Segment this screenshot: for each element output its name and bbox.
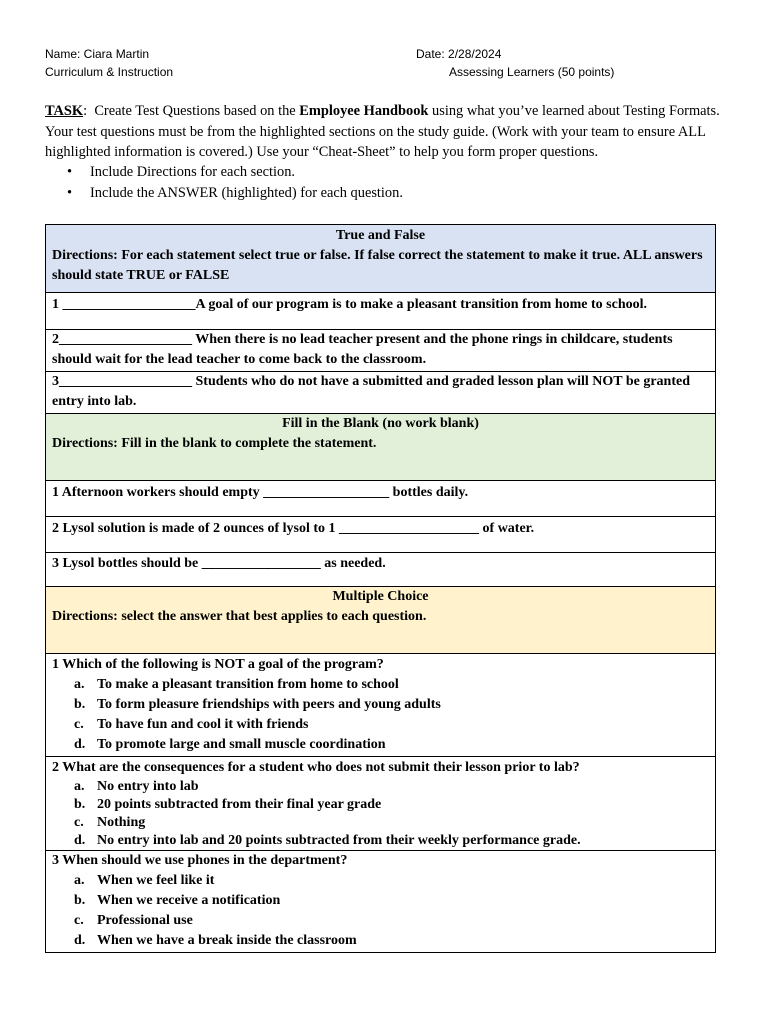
table-row xyxy=(46,553,716,587)
choice-item xyxy=(52,695,709,715)
table-row xyxy=(46,293,716,330)
section-directions: Directions: Fill in the blank to complete the statement. xyxy=(52,436,377,451)
choice-letter: c. xyxy=(74,913,84,928)
choice-text: To make a pleasant transition from home to school xyxy=(97,677,399,692)
question-cell xyxy=(46,654,716,757)
choice-letter: b. xyxy=(74,697,86,712)
choice-item xyxy=(52,911,709,931)
choice-text: When we feel like it xyxy=(97,873,215,888)
table-row xyxy=(46,481,716,517)
choice-text: To form pleasure friendships with peers and young adults xyxy=(97,697,441,712)
table-row xyxy=(46,654,716,757)
choice-text: To have fun and cool it with friends xyxy=(97,717,309,732)
choice-letter: b. xyxy=(74,893,86,908)
choice-letter: c. xyxy=(74,815,84,830)
date: Date: 2/28/2024 xyxy=(416,47,502,61)
table-row xyxy=(46,330,716,372)
task-handbook: Employee Handbook xyxy=(299,103,429,119)
table-row xyxy=(46,517,716,553)
question-cell: 3 Lysol bottles should be _________________ as needed. xyxy=(46,553,716,587)
course-name: Curriculum & Instruction xyxy=(45,65,174,79)
choice-list xyxy=(52,778,709,850)
section-directions: Directions: For each statement select true or false. If false correct the statement to make it true. ALL answers should state TRUE or FALSE xyxy=(52,248,703,283)
section-title: True and False xyxy=(335,228,426,243)
section-header-true-false xyxy=(46,225,716,293)
choice-letter: c. xyxy=(74,717,84,732)
task-label: TASK xyxy=(45,103,84,119)
table-row xyxy=(46,851,716,953)
choice-item xyxy=(52,931,709,951)
choice-item xyxy=(52,778,709,796)
choice-text: No entry into lab and 20 points subtracted from their weekly performance grade. xyxy=(97,833,581,848)
question-cell: 2 Lysol solution is made of 2 ounces of lysol to 1 ____________________ of water. xyxy=(46,517,716,553)
choice-letter: a. xyxy=(74,873,85,888)
section-title: Multiple Choice xyxy=(332,589,429,604)
section-header-fill-blank xyxy=(46,414,716,481)
test-table xyxy=(45,224,716,953)
assignment-title: Assessing Learners (50 points) xyxy=(449,65,615,79)
question-cell: 1 Afternoon workers should empty __________________ bottles daily. xyxy=(46,481,716,517)
task-instructions xyxy=(45,101,725,163)
table-row xyxy=(46,372,716,414)
choice-text: 20 points subtracted from their final year grade xyxy=(97,797,382,812)
choice-item xyxy=(52,891,709,911)
choice-letter: a. xyxy=(74,677,85,692)
choice-text: When we receive a notification xyxy=(97,893,281,908)
choice-item xyxy=(52,871,709,891)
question-cell xyxy=(46,851,716,953)
question-text: 2 What are the consequences for a student who does not submit their lesson prior to lab? xyxy=(52,760,580,775)
choice-text: Nothing xyxy=(97,815,146,830)
choice-item xyxy=(52,735,709,755)
choice-item xyxy=(52,796,709,814)
choice-text: To promote large and small muscle coordination xyxy=(97,737,386,752)
choice-letter: d. xyxy=(74,833,86,848)
student-name: Name: Ciara Martin xyxy=(45,47,150,61)
question-text: 1 Which of the following is NOT a goal of the program? xyxy=(52,657,384,672)
choice-letter: d. xyxy=(74,933,86,948)
task-bullets xyxy=(45,162,403,204)
choice-item xyxy=(52,675,709,695)
choice-text: No entry into lab xyxy=(97,779,199,794)
question-cell xyxy=(46,757,716,851)
choice-list xyxy=(52,871,709,951)
task-colon: : xyxy=(83,103,88,119)
question-cell: 2___________________ When there is no lead teacher present and the phone rings in childcare, students should wait for the lead teacher to come back to the classroom. xyxy=(46,330,716,372)
section-directions: Directions: select the answer that best applies to each question. xyxy=(52,609,427,624)
choice-item xyxy=(52,832,709,850)
choice-letter: d. xyxy=(74,737,86,752)
section-title: Fill in the Blank (no work blank) xyxy=(282,416,479,431)
question-text: 3 When should we use phones in the department? xyxy=(52,853,348,868)
question-cell: 3___________________ Students who do not have a submitted and graded lesson plan will NOT be granted entry into lab. xyxy=(46,372,716,414)
section-header-multiple-choice xyxy=(46,587,716,654)
choice-item xyxy=(52,715,709,735)
choice-letter: b. xyxy=(74,797,86,812)
choice-item xyxy=(52,814,709,832)
question-cell: 1 ___________________A goal of our program is to make a pleasant transition from home to school. xyxy=(46,293,716,330)
bullet-item: • Include Directions for each section. xyxy=(45,162,403,183)
choice-text: Professional use xyxy=(97,913,193,928)
table-row xyxy=(46,757,716,851)
task-text-1: Create Test Questions based on the xyxy=(87,103,300,119)
choice-text: When we have a break inside the classroom xyxy=(97,933,357,948)
choice-list xyxy=(52,675,709,755)
choice-letter: a. xyxy=(74,779,85,794)
task-text-2: using what you’ve learned about Testing Formats. Your test questions must be from the highlighted sections on the study guide. (Work with your team to ensure ALL highlighted information is covered.) Use your “Cheat-Sheet” to help you form proper questions. xyxy=(45,103,720,161)
bullet-item: • Include the ANSWER (highlighted) for each question. xyxy=(45,183,403,204)
